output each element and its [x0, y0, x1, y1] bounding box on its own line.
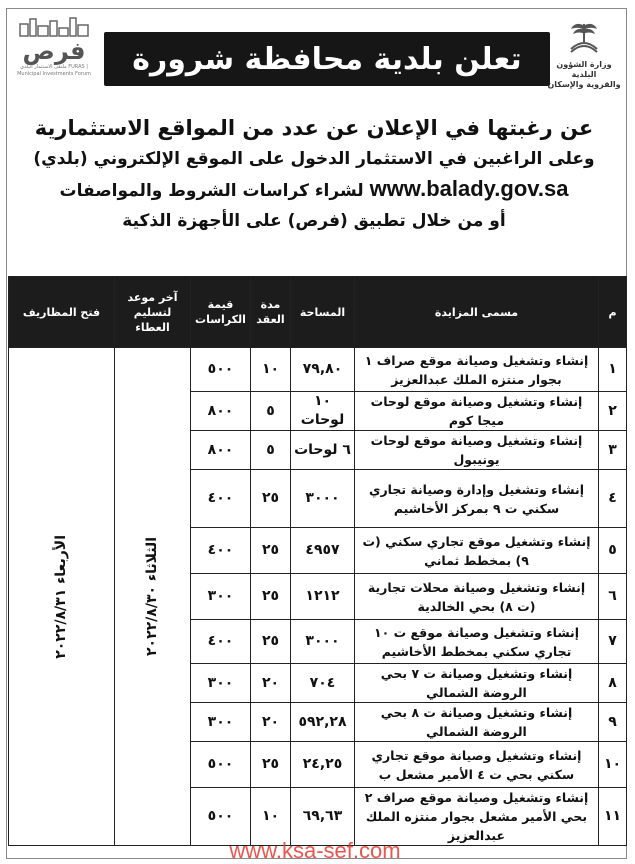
cell-price: ٣٠٠ [191, 664, 251, 703]
intro-line-3 [10, 174, 618, 206]
cell-no: ٨ [599, 664, 627, 703]
furas-logo-subtitle: ملتقى الاستثمار البلدي FURAS | Municipal Investments Forum [17, 64, 91, 77]
ministry-logo-line-1: وزارة الشؤون البلدية [556, 60, 612, 79]
cell-duration: ٥ [251, 392, 291, 431]
cell-duration: ٢٥ [251, 742, 291, 788]
skyline-icon [16, 16, 92, 38]
cell-name: إنشاء وتشغيل موقع تجاري سكني (ت ٩) بمخطط ثماني [355, 528, 599, 574]
auction-table [8, 276, 627, 846]
cell-area: ٣٠٠٠ [291, 620, 355, 664]
intro-text [10, 112, 618, 236]
cell-no: ٦ [599, 574, 627, 620]
cell-name: إنشاء وتشغيل وصيانة موقع لوحات ميجا كوم [355, 392, 599, 431]
cell-area: ٤٩٥٧ [291, 528, 355, 574]
cell-area: ٦ لوحات [291, 431, 355, 470]
cell-area: ٣٠٠٠ [291, 470, 355, 528]
furas-logo [12, 16, 96, 100]
cell-no: ٥ [599, 528, 627, 574]
cell-area: ٧٠٤ [291, 664, 355, 703]
auction-table-wrapper [8, 276, 626, 846]
cell-price: ٤٠٠ [191, 620, 251, 664]
cell-price: ٥٠٠ [191, 348, 251, 392]
header-price: قيمة الكراسات [191, 277, 251, 348]
cell-price: ٤٠٠ [191, 528, 251, 574]
cell-duration: ٥ [251, 431, 291, 470]
cell-no: ١ [599, 348, 627, 392]
header-name: مسمى المزايدة [355, 277, 599, 348]
intro-line-2: وعلى الراغبين في الاستثمار الدخول على الموقع الإلكتروني (بلدي) [33, 149, 595, 169]
palm-swords-emblem-icon [564, 18, 604, 58]
header-no: م [599, 277, 627, 348]
cell-name: إنشاء وتشغيل وصيانة موقع صراف ١ بجوار منتزه الملك عبدالعزيز [355, 348, 599, 392]
cell-no: ٤ [599, 470, 627, 528]
cell-name: إنشاء وتشغيل وصيانة موقع ت ١٠ تجاري سكني بمخطط الأخاشيم [355, 620, 599, 664]
cell-price: ٣٠٠ [191, 574, 251, 620]
cell-duration: ١٠ [251, 348, 291, 392]
title-banner [104, 32, 550, 86]
cell-duration: ٢٥ [251, 528, 291, 574]
watermark: www.ksa-sef.com [229, 838, 401, 863]
cell-name: إنشاء وتشغيل وصيانة موقع صراف ٢ بحي الأمير مشعل بجوار منتزه الملك عبدالعزيز [355, 788, 599, 846]
website-link[interactable]: www.balady.gov.sa [369, 176, 569, 201]
cell-price: ٤٠٠ [191, 470, 251, 528]
cell-no: ١٠ [599, 742, 627, 788]
cell-duration: ١٠ [251, 788, 291, 846]
cell-opening [9, 348, 115, 846]
header-opening: فتح المظاريف [9, 277, 115, 348]
page-title: تعلن بلدية محافظة شرورة [132, 41, 522, 77]
cell-duration: ٢٠ [251, 703, 291, 742]
cell-area: ٥٩٢,٢٨ [291, 703, 355, 742]
cell-deadline [115, 348, 191, 846]
cell-no: ٣ [599, 431, 627, 470]
furas-logo-word: فرص [22, 37, 86, 65]
cell-no: ١١ [599, 788, 627, 846]
cell-name: إنشاء وتشغيل وصيانة ت ٧ بحي الروضة الشمالي [355, 664, 599, 703]
cell-name: إنشاء وتشغيل وإدارة وصيانة تجاري سكني ت ٩ بمركز الأخاشيم [355, 470, 599, 528]
ministry-logo-line-2: والقروية والإسكان [547, 80, 621, 89]
cell-name: إنشاء وتشغيل وصيانة محلات تجارية (ت ٨) بحي الخالدية [355, 574, 599, 620]
intro-line-3-text: لشراء كراسات الشروط والمواصفات [59, 181, 364, 201]
cell-no: ٧ [599, 620, 627, 664]
cell-name: إنشاء وتشغيل وصيانة موقع تجاري سكني بحي ت ٤ الأمير مشعل ب [355, 742, 599, 788]
cell-price: ٣٠٠ [191, 703, 251, 742]
table-row [9, 348, 627, 392]
cell-duration: ٢٥ [251, 470, 291, 528]
cell-duration: ٢٥ [251, 574, 291, 620]
cell-area: ٢٤,٢٥ [291, 742, 355, 788]
intro-line-4: أو من خلال تطبيق (فرص) على الأجهزة الذكية [122, 211, 506, 231]
cell-price: ٨٠٠ [191, 431, 251, 470]
cell-price: ٥٠٠ [191, 742, 251, 788]
cell-area: ٧٩,٨٠ [291, 348, 355, 392]
cell-area: ٦٩,٦٣ [291, 788, 355, 846]
header-duration: مدة العقد [251, 277, 291, 348]
cell-area: ١٢١٢ [291, 574, 355, 620]
deadline-date: الثلاثاء ٢٠٢٢/٨/٣٠ [144, 537, 160, 656]
cell-name: إنشاء وتشغيل وصيانة ت ٨ بحي الروضة الشمالي [355, 703, 599, 742]
header-area: المساحة [291, 277, 355, 348]
table-body [9, 348, 627, 846]
ministry-logo [547, 12, 621, 104]
header-deadline: آخر موعد لتسليم العطاء [115, 277, 191, 348]
header [8, 12, 625, 104]
cell-no: ٢ [599, 392, 627, 431]
opening-date: الأربعاء ٢٠٢٢/٨/٣١ [53, 534, 69, 659]
cell-duration: ٢٥ [251, 620, 291, 664]
cell-area: ١٠ لوحات [291, 392, 355, 431]
cell-no: ٩ [599, 703, 627, 742]
table-header-row [9, 277, 627, 348]
cell-price: ٥٠٠ [191, 788, 251, 846]
cell-duration: ٢٠ [251, 664, 291, 703]
intro-line-1: عن رغبتها في الإعلان عن عدد من المواقع الاستثمارية [34, 116, 594, 140]
cell-price: ٨٠٠ [191, 392, 251, 431]
cell-name: إنشاء وتشغيل وصيانة موقع لوحات يونيبول [355, 431, 599, 470]
